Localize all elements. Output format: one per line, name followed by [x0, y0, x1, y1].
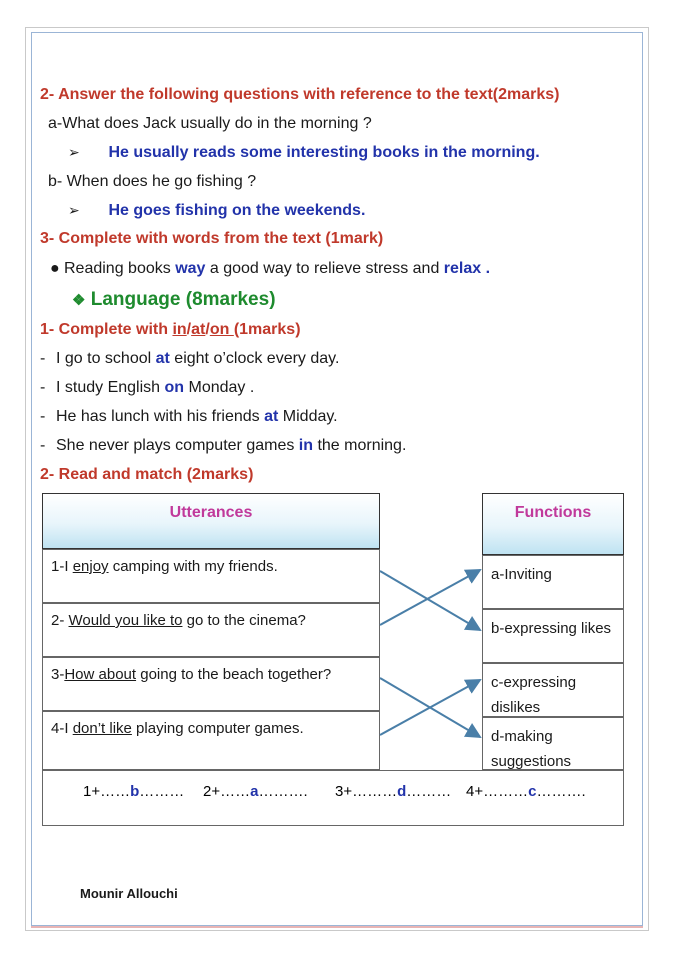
- section2-heading: 2- Answer the following questions with reference to the text(2marks): [40, 86, 560, 103]
- lang1-heading: 1- Complete with in/at/on (1marks): [40, 321, 301, 338]
- lang2-heading: 2- Read and match (2marks): [40, 466, 254, 483]
- utterance-row: 1-I enjoy camping with my friends.: [42, 549, 380, 603]
- match-line-4-c: [380, 680, 480, 735]
- utterance-row: 4-I don’t like playing computer games.: [42, 711, 380, 770]
- function-cell: b-expressing likes: [482, 609, 624, 663]
- answer-3: 3+………d………: [335, 783, 452, 800]
- author-name: Mounir Allouchi: [80, 886, 178, 901]
- bullet-icon: ●: [50, 260, 60, 277]
- filled-word: way: [175, 260, 206, 277]
- language-title: ❖ Language (8markes): [72, 289, 276, 310]
- answer-a: He usually reads some interesting books in the morning.: [108, 144, 540, 161]
- function-cell: c-expressing dislikes: [482, 663, 624, 717]
- lang1-item: - I go to school at eight o’clock every day.: [40, 350, 340, 367]
- utterance-row: 2- Would you like to go to the cinema?: [42, 603, 380, 657]
- lang1-item: - She never plays computer games in the morning.: [40, 437, 407, 454]
- diamond-bullet-icon: ❖: [72, 292, 86, 309]
- function-cell: a-Inviting: [482, 555, 624, 609]
- question-b: b- When does he go fishing ?: [48, 173, 257, 190]
- answer-b: He goes fishing on the weekends.: [108, 202, 366, 219]
- filled-word: relax .: [443, 260, 491, 277]
- arrow-bullet-icon: ➢: [68, 202, 80, 218]
- arrow-bullet-icon: ➢: [68, 144, 80, 160]
- utterance-row: 3-How about going to the beach together?: [42, 657, 380, 711]
- answer-2: 2+……a……….: [203, 783, 308, 800]
- question-a: a-What does Jack usually do in the morning ?: [48, 115, 372, 132]
- answer-1: 1+……b………: [83, 783, 185, 800]
- match-line-2-a: [380, 570, 480, 625]
- lang1-item: - I study English on Monday .: [40, 379, 255, 396]
- utterances-header: Utterances: [42, 493, 380, 549]
- section3-sentence: ● Reading books way a good way to relieve stress and relax .: [50, 260, 491, 277]
- lang1-item: - He has lunch with his friends at Midday.: [40, 408, 338, 425]
- match-line-1-b: [380, 571, 480, 630]
- function-cell: d-making suggestions: [482, 717, 624, 770]
- section3-heading: 3- Complete with words from the text (1mark): [40, 230, 384, 247]
- answer-4: 4+………c……….: [466, 783, 586, 800]
- answers-row: [42, 770, 624, 826]
- functions-header: Functions: [482, 493, 624, 555]
